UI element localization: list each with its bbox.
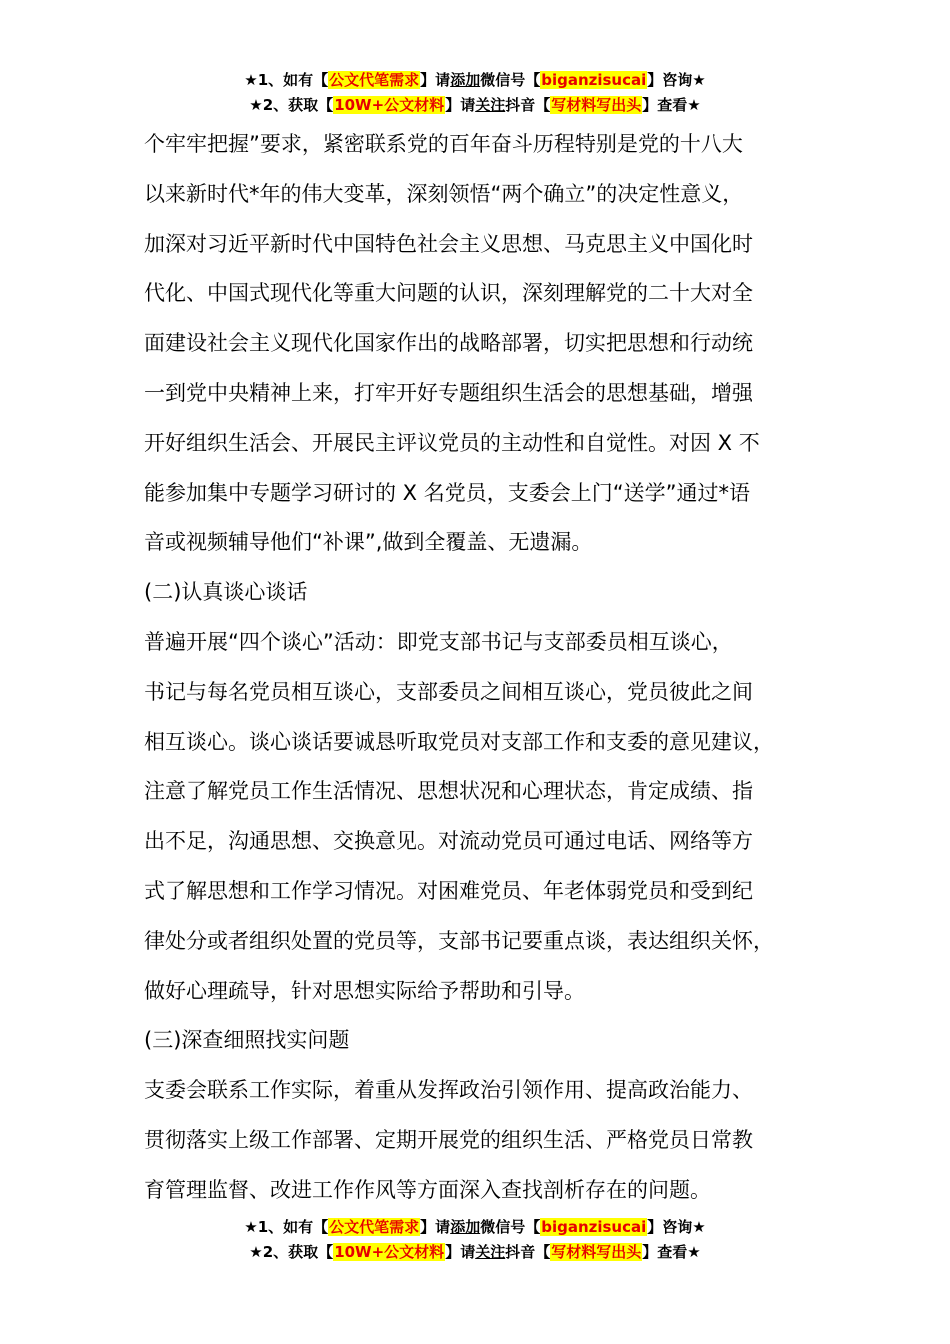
banner-highlight: 10W+公文材料 [334,96,445,114]
banner-text: 抖音【 [505,96,551,114]
banner-highlight: biganzisucai [541,1218,647,1236]
header-banner [0,68,950,118]
body-line: 个牢牢把握”要求，紧密联系党的百年奋斗历程特别是党的十八大 [144,132,743,156]
body-line: 注意了解党员工作生活情况、思想状况和心理状态，肯定成绩、指 [144,779,753,804]
banner-underlined: 关注 [475,1243,506,1261]
body-line: 音或视频辅导他们“补课”,做到全覆盖、无遗漏。 [144,530,593,555]
banner-text: 】请 [420,1218,451,1236]
banner-text: 】请 [420,71,451,89]
section-heading: (二)认真谈心谈话 [144,580,308,605]
body-line: 式了解思想和工作学习情况。对困难党员、年老体弱党员和受到纪 [144,878,753,903]
banner-text: 微信号【 [480,1218,541,1236]
body-line: 能参加集中专题学习研讨的 X 名党员，支委会上门“送学”通过*语 [144,480,750,505]
banner-highlight: 公文代笔需求 [329,1218,420,1236]
body-line: 一到党中央精神上来，打牢开好专题组织生活会的思想基础，增强 [144,380,753,405]
banner-text: 】查看★ [642,96,701,114]
body-line: 代化、中国式现代化等重大问题的认识，深刻理解党的二十大对全 [144,281,753,306]
footer-banner [0,1215,950,1265]
banner-text: 】咨询★ [647,1218,706,1236]
banner-text: 】请 [445,96,476,114]
body-line: 支委会联系工作实际，着重从发挥政治引领作用、提高政治能力、 [144,1078,753,1103]
banner-text: 】咨询★ [647,71,706,89]
body-line: 贯彻落实上级工作部署、定期开展党的组织生活、严格党员日常教 [144,1127,753,1152]
body-line: 以来新时代*年的伟大变革，深刻领悟“两个确立”的决定性意义， [144,181,744,206]
banner-underlined: 关注 [475,96,506,114]
banner-text: 】查看★ [642,1243,701,1261]
section-heading: (三)深查细照找实问题 [144,1028,350,1053]
banner-highlight: 写材料写出头 [551,1243,642,1261]
banner-text: 】请 [445,1243,476,1261]
banner-highlight: 公文代笔需求 [329,71,420,89]
body-line: 做好心理疏导，针对思想实际给予帮助和引导。 [144,978,585,1003]
body-line: 出不足，沟通思想、交换意见。对流动党员可通过电话、网络等方 [144,829,753,854]
body-line: 律处分或者组织处置的党员等，支部书记要重点谈，表达组织关怀， [144,928,774,953]
banner-line-1 [0,68,950,93]
body-line: 加深对习近平新时代中国特色社会主义思想、马克思主义中国化时 [144,231,753,256]
banner-text: ★1、如有【 [244,1218,329,1236]
banner-underlined: 添加 [450,71,481,89]
banner-line-2 [0,93,950,118]
body-line: 育管理监督、改进工作作风等方面深入查找剖析存在的问题。 [144,1177,711,1202]
banner-text: 抖音【 [505,1243,551,1261]
banner-text: ★1、如有【 [244,71,329,89]
banner-line-1 [0,1215,950,1240]
banner-highlight: biganzisucai [541,71,647,89]
body-line: 相互谈心。谈心谈话要诚恳听取党员对支部工作和支委的意见建议， [144,729,774,754]
banner-text: 微信号【 [480,71,541,89]
banner-underlined: 添加 [450,1218,481,1236]
body-line: 书记与每名党员相互谈心，支部委员之间相互谈心，党员彼此之间 [144,679,753,704]
body-line: 开好组织生活会、开展民主评议党员的主动性和自觉性。对因 X 不 [144,430,760,455]
body-line: 普遍开展“四个谈心”活动：即党支部书记与支部委员相互谈心， [144,629,733,654]
banner-highlight: 10W+公文材料 [334,1243,445,1261]
banner-text: ★2、获取【 [249,96,334,114]
document-body [144,120,844,1216]
body-line: 面建设社会主义现代化国家作出的战略部署，切实把思想和行动统 [144,331,753,356]
banner-highlight: 写材料写出头 [551,96,642,114]
banner-text: ★2、获取【 [249,1243,334,1261]
banner-line-2 [0,1240,950,1265]
